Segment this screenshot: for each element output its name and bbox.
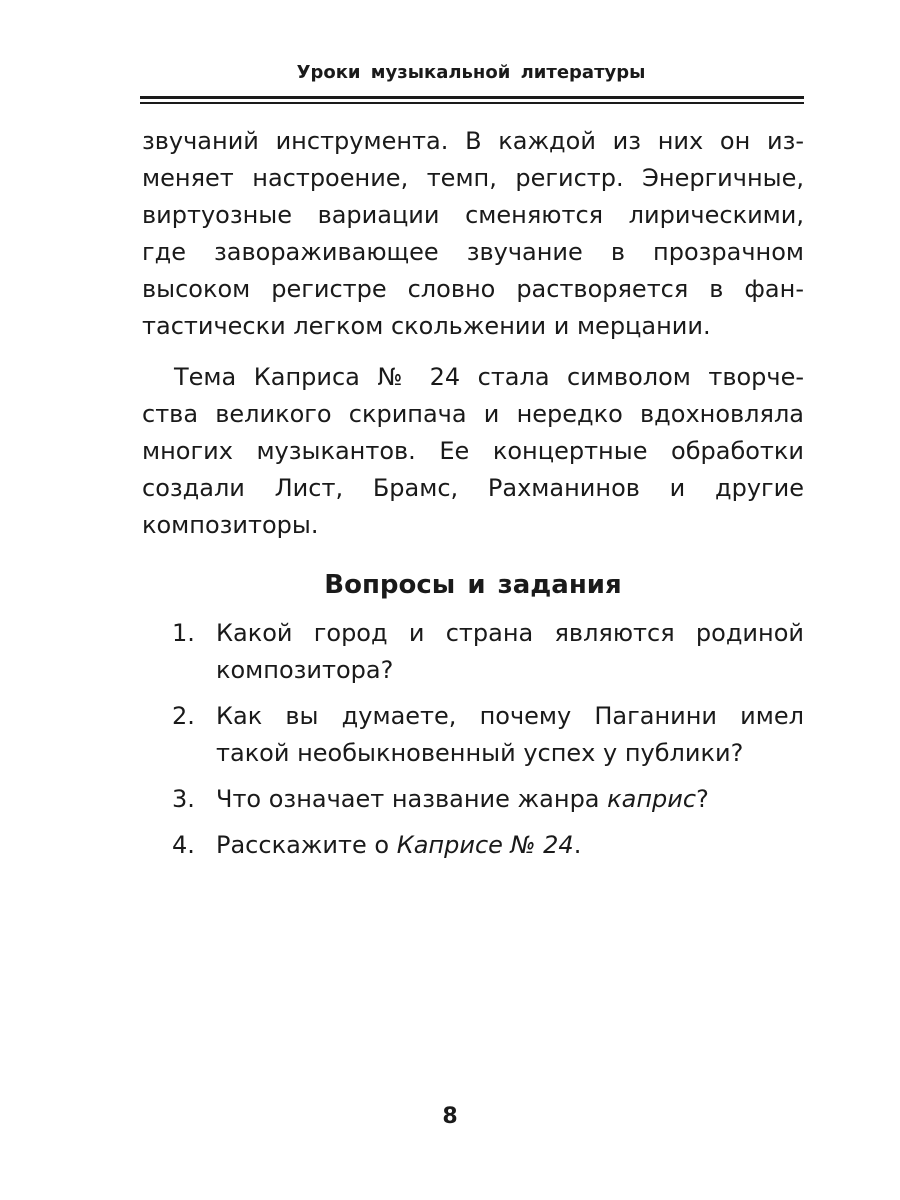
text-line: где завораживающее звучание в прозрачном <box>142 238 804 266</box>
text-line: композиторы. <box>142 511 319 539</box>
questions-list <box>172 615 804 873</box>
paragraph <box>142 359 804 544</box>
text-line: создали Лист, Брамс, Рахманинов и другие <box>142 474 804 502</box>
text-line: виртуозные вариации сменяются лирическими, <box>142 201 804 229</box>
text-line: тастически легком скольжении и мерцании. <box>142 312 711 340</box>
item-plain-text: Что означает название жанра <box>216 785 608 813</box>
item-text <box>216 827 804 864</box>
text-line: Тема Каприса № 24 стала символом творче- <box>174 363 804 391</box>
item-text <box>216 615 804 689</box>
text-line: многих музыкантов. Ее концертные обработки <box>142 437 804 465</box>
item-number: 3. <box>172 785 195 813</box>
paragraph-gap <box>142 345 804 359</box>
list-item <box>172 781 804 818</box>
header-rule-thick <box>140 96 804 99</box>
text-line: Как вы думаете, почему Паганини имел <box>216 702 804 730</box>
text-line: композитора? <box>216 656 394 684</box>
item-number: 1. <box>172 619 195 647</box>
text-line <box>216 827 804 864</box>
item-italic-term: Каприсе № 24 <box>396 831 574 859</box>
item-suffix: ? <box>696 785 709 813</box>
paragraph <box>142 123 804 345</box>
text-line: ства великого скрипача и нередко вдохновляла <box>142 400 804 428</box>
text-line: меняет настроение, темп, регистр. Энергичные, <box>142 164 804 192</box>
text-line <box>216 781 804 818</box>
item-italic-term: каприс <box>607 785 697 813</box>
item-number: 4. <box>172 831 195 859</box>
running-header: Уроки музыкальной литературы <box>296 62 646 83</box>
text-line: звучаний инструмента. В каждой из них он из- <box>142 127 804 155</box>
item-text <box>216 781 804 818</box>
list-item <box>172 827 804 864</box>
section-heading: Вопросы и задания <box>324 570 622 600</box>
page-number: 8 <box>442 1104 458 1129</box>
text-line: такой необыкновенный успех у публики? <box>216 739 744 767</box>
body-text <box>142 123 804 544</box>
item-number: 2. <box>172 702 195 730</box>
text-line: Какой город и страна являются родиной <box>216 619 804 647</box>
list-item <box>172 615 804 689</box>
item-text <box>216 698 804 772</box>
item-plain-text: Расскажите о <box>216 831 397 859</box>
item-suffix: . <box>573 831 582 859</box>
header-rule-thin <box>140 102 804 104</box>
text-line: высоком регистре словно растворяется в фан- <box>142 275 804 303</box>
list-item <box>172 698 804 772</box>
